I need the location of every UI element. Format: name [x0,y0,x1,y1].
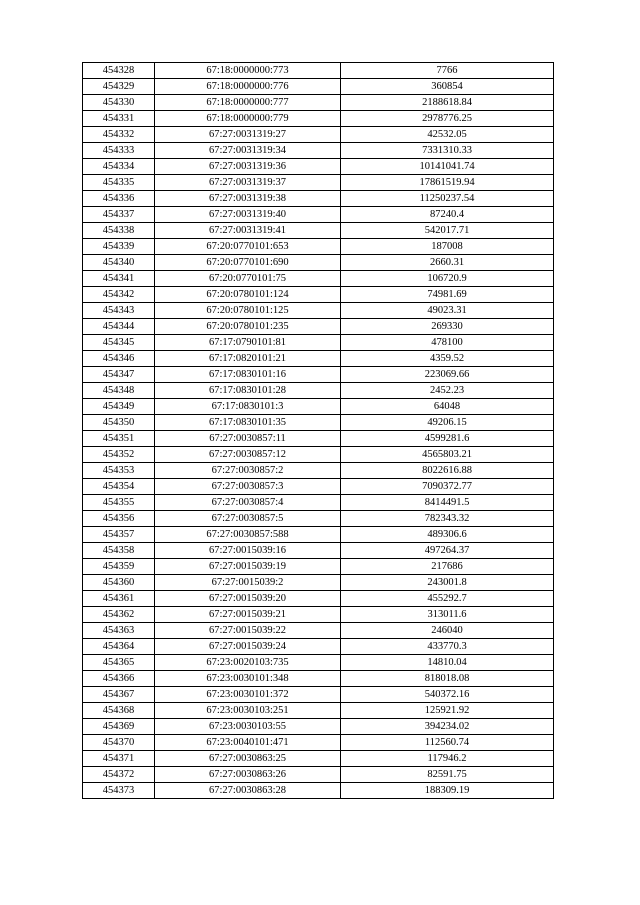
cadastral-number-cell: 67:18:0000000:777 [155,95,341,111]
row-number-cell: 454364 [83,639,155,655]
value-cell: 782343.32 [341,511,554,527]
cadastral-number-cell: 67:27:0030857:12 [155,447,341,463]
value-cell: 394234.02 [341,719,554,735]
table-row [83,447,554,463]
row-number-cell: 454330 [83,95,155,111]
cadastral-number-cell: 67:20:0780101:124 [155,287,341,303]
value-cell: 542017.71 [341,223,554,239]
table-row [83,143,554,159]
table-row [83,367,554,383]
value-cell: 8022616.88 [341,463,554,479]
cadastral-number-cell: 67:27:0030857:2 [155,463,341,479]
table-row [83,495,554,511]
value-cell: 2188618.84 [341,95,554,111]
value-cell: 125921.92 [341,703,554,719]
cadastral-number-cell: 67:27:0030863:25 [155,751,341,767]
value-cell: 433770.3 [341,639,554,655]
value-cell: 818018.08 [341,671,554,687]
row-number-cell: 454373 [83,783,155,799]
value-cell: 42532.05 [341,127,554,143]
cadastral-number-cell: 67:17:0790101:81 [155,335,341,351]
table-row [83,159,554,175]
table-row [83,127,554,143]
row-number-cell: 454346 [83,351,155,367]
table-row [83,415,554,431]
table-row [83,703,554,719]
value-cell: 10141041.74 [341,159,554,175]
row-number-cell: 454369 [83,719,155,735]
cadastral-number-cell: 67:27:0015039:24 [155,639,341,655]
row-number-cell: 454351 [83,431,155,447]
row-number-cell: 454348 [83,383,155,399]
row-number-cell: 454362 [83,607,155,623]
table-row [83,751,554,767]
value-cell: 2978776.25 [341,111,554,127]
table-row [83,95,554,111]
table-row [83,303,554,319]
value-cell: 4359.52 [341,351,554,367]
row-number-cell: 454342 [83,287,155,303]
value-cell: 246040 [341,623,554,639]
table-row [83,255,554,271]
value-cell: 188309.19 [341,783,554,799]
table-row [83,671,554,687]
value-cell: 489306.6 [341,527,554,543]
table-row [83,575,554,591]
row-number-cell: 454358 [83,543,155,559]
cadastral-number-cell: 67:27:0030857:588 [155,527,341,543]
cadastral-number-cell: 67:20:0780101:235 [155,319,341,335]
row-number-cell: 454366 [83,671,155,687]
value-cell: 14810.04 [341,655,554,671]
cadastral-number-cell: 67:27:0031319:36 [155,159,341,175]
value-cell: 187008 [341,239,554,255]
value-cell: 243001.8 [341,575,554,591]
cadastral-number-cell: 67:27:0015039:20 [155,591,341,607]
value-cell: 7766 [341,63,554,79]
row-number-cell: 454333 [83,143,155,159]
value-cell: 74981.69 [341,287,554,303]
table-body [83,63,554,799]
table-row [83,783,554,799]
cadastral-number-cell: 67:20:0780101:125 [155,303,341,319]
value-cell: 17861519.94 [341,175,554,191]
row-number-cell: 454336 [83,191,155,207]
row-number-cell: 454337 [83,207,155,223]
cadastral-number-cell: 67:20:0770101:690 [155,255,341,271]
row-number-cell: 454329 [83,79,155,95]
value-cell: 217686 [341,559,554,575]
row-number-cell: 454357 [83,527,155,543]
table-row [83,767,554,783]
cadastral-number-cell: 67:20:0770101:75 [155,271,341,287]
cadastral-number-cell: 67:17:0830101:3 [155,399,341,415]
table-row [83,335,554,351]
value-cell: 87240.4 [341,207,554,223]
cadastral-number-cell: 67:27:0031319:34 [155,143,341,159]
table-row [83,207,554,223]
value-cell: 223069.66 [341,367,554,383]
value-cell: 49023.31 [341,303,554,319]
cadastral-number-cell: 67:27:0015039:2 [155,575,341,591]
table-row [83,63,554,79]
value-cell: 8414491.5 [341,495,554,511]
row-number-cell: 454349 [83,399,155,415]
value-cell: 117946.2 [341,751,554,767]
cadastral-number-cell: 67:27:0030863:28 [155,783,341,799]
table-row [83,655,554,671]
cadastral-number-cell: 67:27:0031319:40 [155,207,341,223]
table-row [83,351,554,367]
value-cell: 360854 [341,79,554,95]
table-row [83,687,554,703]
value-cell: 112560.74 [341,735,554,751]
table-row [83,463,554,479]
row-number-cell: 454363 [83,623,155,639]
row-number-cell: 454331 [83,111,155,127]
value-cell: 7331310.33 [341,143,554,159]
row-number-cell: 454343 [83,303,155,319]
value-cell: 455292.7 [341,591,554,607]
table-row [83,639,554,655]
value-cell: 2660.31 [341,255,554,271]
cadastral-number-cell: 67:27:0015039:16 [155,543,341,559]
table-row [83,111,554,127]
value-cell: 4565803.21 [341,447,554,463]
cadastral-number-cell: 67:18:0000000:773 [155,63,341,79]
value-cell: 2452.23 [341,383,554,399]
row-number-cell: 454352 [83,447,155,463]
cadastral-number-cell: 67:23:0030101:348 [155,671,341,687]
cadastral-number-cell: 67:17:0830101:28 [155,383,341,399]
row-number-cell: 454359 [83,559,155,575]
row-number-cell: 454340 [83,255,155,271]
value-cell: 11250237.54 [341,191,554,207]
row-number-cell: 454370 [83,735,155,751]
value-cell: 4599281.6 [341,431,554,447]
table-row [83,607,554,623]
cadastral-number-cell: 67:27:0031319:37 [155,175,341,191]
value-cell: 540372.16 [341,687,554,703]
cadastral-number-cell: 67:27:0015039:21 [155,607,341,623]
table-row [83,559,554,575]
table-row [83,543,554,559]
cadastral-number-cell: 67:27:0030857:5 [155,511,341,527]
table-row [83,271,554,287]
table-row [83,479,554,495]
row-number-cell: 454335 [83,175,155,191]
row-number-cell: 454347 [83,367,155,383]
row-number-cell: 454356 [83,511,155,527]
value-cell: 64048 [341,399,554,415]
cadastral-number-cell: 67:27:0030857:3 [155,479,341,495]
cadastral-number-cell: 67:23:0030103:251 [155,703,341,719]
value-cell: 478100 [341,335,554,351]
value-cell: 497264.37 [341,543,554,559]
value-cell: 313011.6 [341,607,554,623]
table-row [83,527,554,543]
row-number-cell: 454334 [83,159,155,175]
table-row [83,431,554,447]
cadastral-number-cell: 67:27:0031319:38 [155,191,341,207]
table-row [83,623,554,639]
cadastral-number-cell: 67:27:0031319:27 [155,127,341,143]
cadastral-number-cell: 67:23:0030101:372 [155,687,341,703]
row-number-cell: 454341 [83,271,155,287]
value-cell: 49206.15 [341,415,554,431]
cadastral-number-cell: 67:17:0830101:16 [155,367,341,383]
cadastral-number-cell: 67:27:0030857:4 [155,495,341,511]
cadastral-number-cell: 67:27:0030863:26 [155,767,341,783]
cadastral-number-cell: 67:17:0830101:35 [155,415,341,431]
table-row [83,191,554,207]
row-number-cell: 454354 [83,479,155,495]
row-number-cell: 454368 [83,703,155,719]
value-cell: 106720.9 [341,271,554,287]
table-row [83,175,554,191]
row-number-cell: 454353 [83,463,155,479]
table-row [83,239,554,255]
data-table [82,62,554,799]
cadastral-number-cell: 67:23:0020103:735 [155,655,341,671]
row-number-cell: 454355 [83,495,155,511]
value-cell: 7090372.77 [341,479,554,495]
cadastral-number-cell: 67:18:0000000:779 [155,111,341,127]
table-row [83,399,554,415]
table-row [83,511,554,527]
table-row [83,591,554,607]
cadastral-number-cell: 67:18:0000000:776 [155,79,341,95]
row-number-cell: 454339 [83,239,155,255]
cadastral-number-cell: 67:27:0030857:11 [155,431,341,447]
cadastral-number-cell: 67:23:0040101:471 [155,735,341,751]
row-number-cell: 454338 [83,223,155,239]
cadastral-number-cell: 67:17:0820101:21 [155,351,341,367]
table-row [83,287,554,303]
table-row [83,79,554,95]
row-number-cell: 454328 [83,63,155,79]
row-number-cell: 454361 [83,591,155,607]
cadastral-number-cell: 67:27:0031319:41 [155,223,341,239]
row-number-cell: 454372 [83,767,155,783]
row-number-cell: 454365 [83,655,155,671]
cadastral-number-cell: 67:27:0015039:19 [155,559,341,575]
row-number-cell: 454360 [83,575,155,591]
table-row [83,719,554,735]
table-row [83,319,554,335]
table-row [83,735,554,751]
cadastral-number-cell: 67:23:0030103:55 [155,719,341,735]
value-cell: 269330 [341,319,554,335]
row-number-cell: 454345 [83,335,155,351]
table-row [83,223,554,239]
cadastral-number-cell: 67:20:0770101:653 [155,239,341,255]
value-cell: 82591.75 [341,767,554,783]
row-number-cell: 454371 [83,751,155,767]
row-number-cell: 454332 [83,127,155,143]
table-row [83,383,554,399]
cadastral-number-cell: 67:27:0015039:22 [155,623,341,639]
row-number-cell: 454344 [83,319,155,335]
row-number-cell: 454367 [83,687,155,703]
row-number-cell: 454350 [83,415,155,431]
